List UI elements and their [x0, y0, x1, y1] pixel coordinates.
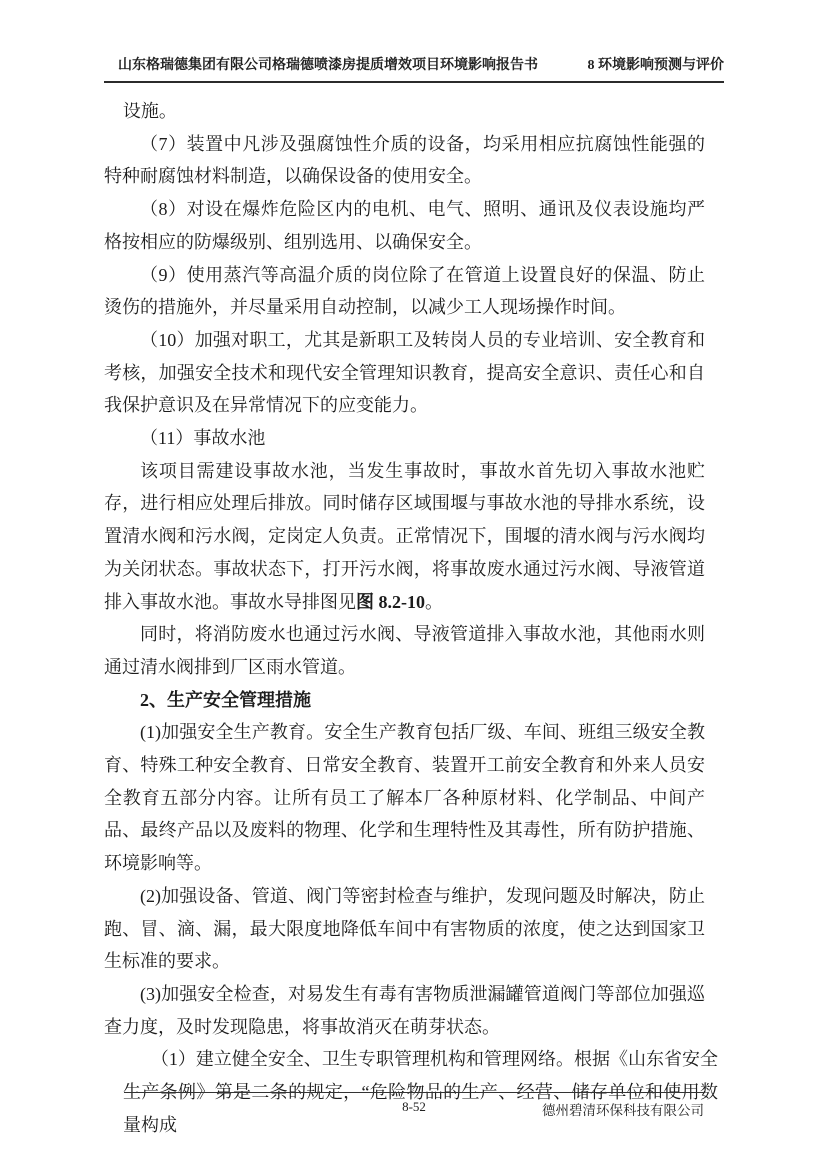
accident-pool-text: 该项目需建设事故水池，当发生事故时，事故水首先切入事故水池贮存，进行相应处理后排放。同时储存区域围堰与事故水池的导排水系统，设置清水阀和污水阀，定岗定人负责。正常情况下，围堰的清水阀与污水阀均为关闭状态。事故状态下，打开污水阀，将事故废水通过污水阀、导液管道排入事故水池。事故水导排图见: [104, 460, 705, 612]
paragraph-management-org: （1）建立健全安全、卫生专职管理机构和管理网络。根据《山东省安全生产条例》第是二条的规定，“危险物品的生产、经营、储存单位和使用数量构成: [123, 1049, 718, 1135]
paragraph-measure-2: (2)加强设备、管道、阀门等密封检查与维护，发现问题及时解决，防止跑、冒、滴、漏，最大限度地降低车间中有害物质的浓度，使之达到国家卫生标准的要求。: [104, 885, 705, 972]
paragraph-item-8: （8）对设在爆炸危险区内的电机、电气、照明、通讯及仪表设施均严格按相应的防爆级别、组别选用、以确保安全。: [104, 199, 705, 252]
figure-reference: 图 8.2-10: [356, 591, 425, 612]
paragraph-measure-1: (1)加强安全生产教育。安全生产教育包括厂级、车间、班组三级安全教育、特殊工种安全教育、日常安全教育、装置开工前安全教育和外来人员安全教育五部分内容。让所有员工了解本厂各种原材料、化学制品、中间产品、最终产品以及废料的物理、化学和生理特性及其毒性，所有防护措施、环境影响等。: [104, 722, 705, 874]
section-heading-production-safety: 2、生产安全管理措施: [140, 689, 311, 710]
paragraph-item-10: （10）加强对职工，尤其是新职工及转岗人员的专业培训、安全教育和考核，加强安全技术和现代安全管理知识教育，提高安全意识、责任心和自我保护意识及在异常情况下的应变能力。: [104, 329, 705, 416]
accident-pool-text-end: 。: [425, 591, 443, 612]
page-number: 8-52: [402, 1099, 426, 1114]
paragraph-item-7: （7）装置中凡涉及强腐蚀性介质的设备，均采用相应抗腐蚀性能强的特种耐腐蚀材料制造，以确保设备的使用安全。: [104, 133, 705, 187]
paragraph-accident-pool: [104, 455, 705, 619]
page-header: [104, 56, 724, 83]
footer-company-name: 德州碧清环保科技有限公司: [542, 1103, 704, 1118]
paragraph-measure-3: (3)加强安全检查，对易发生有毒有害物质泄漏罐管道阀门等部位加强巡查力度，及时发现隐患，将事故消灭在萌芽状态。: [104, 983, 705, 1037]
header-doc-title: 山东格瑞德集团有限公司格瑞德喷漆房提质增效项目环境影响报告书: [118, 58, 538, 73]
document-body: [104, 95, 718, 1142]
page-footer: [124, 1092, 704, 1123]
paragraph-item-9: （9）使用蒸汽等高温介质的岗位除了在管道上设置良好的保温、防止烫伤的措施外，并尽量采用自动控制，以减少工人现场操作时间。: [104, 264, 705, 318]
paragraph-fire-water: 同时，将消防废水也通过污水阀、导液管道排入事故水池，其他雨水则通过清水阀排到厂区雨水管道。: [104, 624, 705, 677]
paragraph-item-11-title: （11）事故水池: [140, 428, 266, 449]
header-chapter-title: 8 环境影响预测与评价: [587, 58, 724, 73]
paragraph-continuation: 设施。: [122, 101, 177, 121]
